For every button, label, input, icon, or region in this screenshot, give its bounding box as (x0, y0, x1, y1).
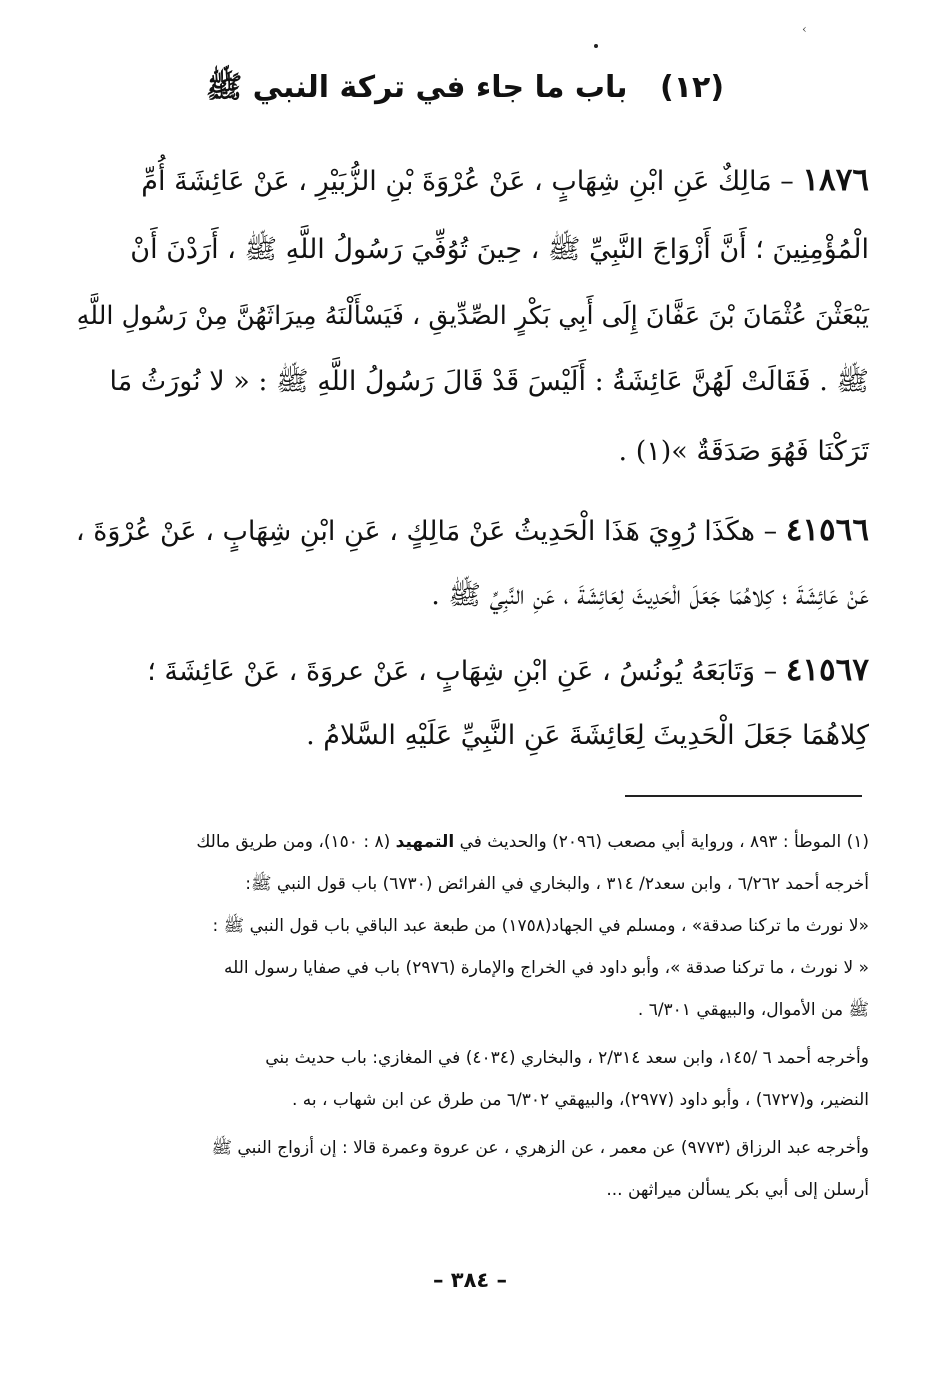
hadith-1876-line-3: يَبْعَثْنَ عُثْمَانَ بْنَ عَفَّانَ إِلَى أَبِي بَكْرٍ الصِّدِّيقِ ، فَيَسْأَلْنَهُ مِيرَاثَهُنَّ مِنْ رَسُولِ اللَّهِ (76, 301, 869, 331)
hadith-41566-line-1 (76, 510, 869, 552)
hadith-41567-line-2: كِلاهُمَا جَعَلَ الْحَدِيثَ لِعَائِشَةَ عَنِ النَّبِيِّ عَلَيْهِ السَّلامُ . (306, 720, 869, 751)
footnote-line-5: ﷺ من الأموال، والبيهقي ٦/٣٠١ . (637, 1000, 869, 1020)
hadith-text: – هكَذَا رُوِيَ هَذَا الْحَدِيثُ عَنْ مَالِكٍ ، عَنِ ابْنِ شِهَابٍ ، عَنْ عُرْوَةَ ، (75, 516, 778, 547)
footnote-line-7: النضير، و(٦٧٢٧) ، وأبو داود (٢٩٧٧)، والبيهقي ٦/٣٠٢ من طرق عن ابن شهاب ، به . (291, 1090, 869, 1110)
hadith-number: ١٨٧٦ (802, 162, 869, 198)
footnote-line-1 (196, 828, 869, 856)
chapter-heading (120, 66, 810, 110)
footnote-line-4: « لا نورث ، ما تركنا صدقة »، وأبو داود في الخراج والإمارة (٢٩٧٦) باب في صفايا رسول الله (223, 958, 869, 978)
chapter-number: (١٢) (660, 70, 725, 105)
footnote-book-title: التمهيد (395, 832, 455, 852)
hadith-1876-line-2: الْمُؤْمِنِينَ ؛ أَنَّ أَزْوَاجَ النَّبِيِّ ﷺ ، حِينَ تُوُفِّيَ رَسُولُ اللَّهِ ﷺ ، أَرَدْنَ أَنْ (130, 234, 869, 265)
footnote-text: (٨ : ١٥٠)، ومن طريق مالك (196, 832, 396, 852)
hadith-text: – مَالِكٌ عَنِ ابْنِ شِهَابٍ ، عَنْ عُرْوَةَ بْنِ الزُّبَيْرِ ، عَنْ عَائِشَةَ أُمِّ (141, 166, 794, 197)
hadith-number: ٤١٥٦٦ (785, 512, 869, 548)
hadith-1876-line-1 (141, 160, 869, 202)
hadith-1876-line-5: تَرَكْنَا فَهُوَ صَدَقَةٌ »(١) . (618, 436, 869, 467)
chapter-title: باب ما جاء في تركة النبي ﷺ (205, 70, 628, 105)
hadith-number: ٤١٥٦٧ (785, 652, 869, 688)
footnote-line-3: «لا نورث ما تركنا صدقة» ، ومسلم في الجهاد(١٧٥٨) من طبعة عبد الباقي باب قول النبي ﷺ : (212, 916, 869, 936)
dot-mark-icon (594, 44, 598, 48)
footnote-line-9: أرسلن إلى أبي بكر يسألن ميراثهن ... (606, 1180, 869, 1200)
footnote-line-2: أخرجه أحمد ٦/٢٦٢ ، وابن سعد٢/ ٣١٤ ، والبخاري في الفرائض (٦٧٣٠) باب قول النبي ﷺ: (245, 874, 869, 894)
page-number: – ٣٨٤ – (432, 1268, 508, 1292)
hadith-text: – وَتَابَعَهُ يُونُسُ ، عَنِ ابْنِ شِهَابٍ ، عَنْ عروَةَ ، عَنْ عَائِشَةَ ؛ (147, 656, 778, 687)
footnote-line-6: وأخرجه أحمد ٦ /١٤٥، وابن سعد ٢/٣١٤ ، والبخاري (٤٠٣٤) في المغازي: باب حديث بني (265, 1048, 869, 1068)
footnote-line-8: وأخرجه عبد الرزاق (٩٧٧٣) عن معمر ، عن الزهري ، عن عروة وعمرة قالا : إن أزواج النبي ﷺ (211, 1138, 869, 1158)
footnote-text: (١) الموطأ : ٨٩٣ ، ورواية أبي مصعب (٢٠٩٦) والحديث في (454, 832, 869, 852)
hadith-1876-line-4: ﷺ . فَقَالَتْ لَهُنَّ عَائِشَةُ : أَلَيْسَ قَدْ قَالَ رَسُولُ اللَّهِ ﷺ : « لا نُورَثُ مَا (109, 366, 869, 397)
corner-mark-icon: › (802, 22, 807, 36)
hadith-41566-line-2: عَنْ عَائِشَةَ ؛ كِلاهُمَا جَعَلَ الْحَدِيثَ لِعَائِشَةَ ، عَنِ النَّبِيِّ ﷺ . (431, 580, 869, 611)
footnote-divider (625, 795, 862, 797)
hadith-41567-line-1 (147, 650, 869, 692)
